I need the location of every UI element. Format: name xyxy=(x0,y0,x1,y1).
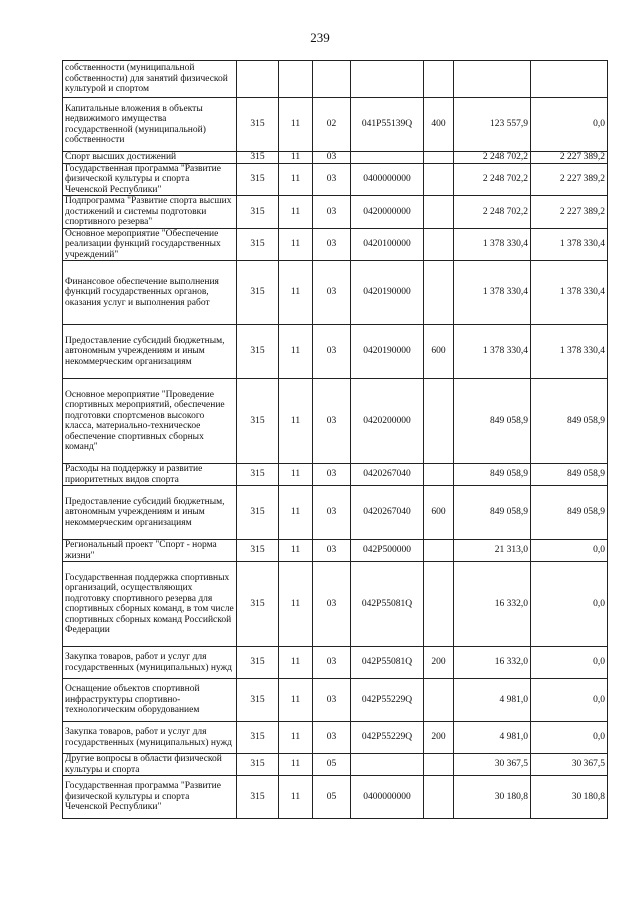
cell-target-article: 042P55081Q xyxy=(351,562,424,647)
cell-target-article: 042P55081Q xyxy=(351,647,424,679)
cell-target-article xyxy=(351,61,424,98)
page-number: 239 xyxy=(310,30,330,45)
cell-grbs: 315 xyxy=(237,379,279,464)
cell-section: 11 xyxy=(279,196,313,229)
cell-amount-year1: 4 981,0 xyxy=(454,679,531,722)
cell-grbs: 315 xyxy=(237,722,279,754)
cell-expense-type xyxy=(424,679,454,722)
cell-section: 11 xyxy=(279,98,313,152)
cell-expense-type: 600 xyxy=(424,325,454,379)
cell-expense-type xyxy=(424,379,454,464)
cell-subsection: 03 xyxy=(313,540,351,562)
cell-amount-year2: 2 227 389,2 xyxy=(531,196,608,229)
table-row xyxy=(63,379,608,464)
cell-amount-year1: 2 248 702,2 xyxy=(454,152,531,164)
table-row xyxy=(63,325,608,379)
cell-expense-type xyxy=(424,261,454,325)
cell-amount-year1: 21 313,0 xyxy=(454,540,531,562)
cell-name: собственности (муниципальной собственности) для занятий физической культурой и спортом xyxy=(63,61,237,98)
cell-subsection xyxy=(313,61,351,98)
cell-section: 11 xyxy=(279,679,313,722)
cell-amount-year1: 30 180,8 xyxy=(454,776,531,819)
cell-grbs: 315 xyxy=(237,776,279,819)
cell-amount-year2: 0,0 xyxy=(531,540,608,562)
cell-grbs: 315 xyxy=(237,261,279,325)
cell-target-article: 042P500000 xyxy=(351,540,424,562)
cell-amount-year1: 16 332,0 xyxy=(454,647,531,679)
cell-target-article: 042P55229Q xyxy=(351,679,424,722)
cell-grbs xyxy=(237,61,279,98)
cell-amount-year1: 849 058,9 xyxy=(454,486,531,540)
cell-grbs: 315 xyxy=(237,163,279,196)
table-row xyxy=(63,647,608,679)
cell-grbs: 315 xyxy=(237,679,279,722)
cell-section: 11 xyxy=(279,163,313,196)
table-row xyxy=(63,679,608,722)
cell-amount-year2: 849 058,9 xyxy=(531,464,608,486)
cell-amount-year1: 123 557,9 xyxy=(454,98,531,152)
cell-section: 11 xyxy=(279,152,313,164)
cell-amount-year2: 1 378 330,4 xyxy=(531,325,608,379)
cell-amount-year1: 849 058,9 xyxy=(454,464,531,486)
cell-expense-type: 600 xyxy=(424,486,454,540)
table-row xyxy=(63,98,608,152)
cell-amount-year1: 849 058,9 xyxy=(454,379,531,464)
cell-grbs: 315 xyxy=(237,754,279,776)
cell-subsection: 03 xyxy=(313,196,351,229)
cell-name: Подпрограмма "Развитие спорта высших достижений и системы подготовки спортивного резерва" xyxy=(63,196,237,229)
cell-target-article xyxy=(351,754,424,776)
cell-grbs: 315 xyxy=(237,486,279,540)
cell-amount-year2: 0,0 xyxy=(531,722,608,754)
cell-target-article: 0420190000 xyxy=(351,261,424,325)
cell-target-article: 0420267040 xyxy=(351,486,424,540)
cell-subsection: 03 xyxy=(313,163,351,196)
cell-amount-year2: 849 058,9 xyxy=(531,379,608,464)
cell-section: 11 xyxy=(279,464,313,486)
cell-target-article: 0420100000 xyxy=(351,228,424,261)
cell-target-article: 0400000000 xyxy=(351,776,424,819)
table-row xyxy=(63,261,608,325)
table-row xyxy=(63,163,608,196)
cell-section: 11 xyxy=(279,486,313,540)
cell-amount-year1: 2 248 702,2 xyxy=(454,196,531,229)
cell-target-article: 042P55229Q xyxy=(351,722,424,754)
cell-subsection: 03 xyxy=(313,486,351,540)
cell-subsection: 02 xyxy=(313,98,351,152)
cell-subsection: 03 xyxy=(313,228,351,261)
cell-name: Основное мероприятие "Проведение спортивных мероприятий, обеспечение подготовки спортсменов высокого класса, материально-техническое обеспечение спортивных сборных команд" xyxy=(63,379,237,464)
cell-name: Основное мероприятие "Обеспечение реализации функций государственных учреждений" xyxy=(63,228,237,261)
cell-target-article: 0420267040 xyxy=(351,464,424,486)
cell-expense-type xyxy=(424,754,454,776)
cell-name: Расходы на поддержку и развитие приоритетных видов спорта xyxy=(63,464,237,486)
cell-name: Государственная поддержка спортивных организаций, осуществляющих подготовку спортивного резерва для спортивных сборных команд, в том числе спортивных сборных команд Российской Федерации xyxy=(63,562,237,647)
cell-name: Предоставление субсидий бюджетным, автономным учреждениям и иным некоммерческим организациям xyxy=(63,325,237,379)
cell-expense-type xyxy=(424,464,454,486)
cell-amount-year2: 30 367,5 xyxy=(531,754,608,776)
table-row xyxy=(63,464,608,486)
budget-table xyxy=(62,60,608,819)
cell-amount-year2 xyxy=(531,61,608,98)
table-row xyxy=(63,776,608,819)
cell-grbs: 315 xyxy=(237,562,279,647)
table-row xyxy=(63,486,608,540)
cell-name: Капитальные вложения в объекты недвижимого имущества государственной (муниципальной) собственности xyxy=(63,98,237,152)
table-row xyxy=(63,754,608,776)
cell-amount-year2: 849 058,9 xyxy=(531,486,608,540)
cell-subsection: 03 xyxy=(313,325,351,379)
cell-expense-type xyxy=(424,562,454,647)
cell-amount-year2: 0,0 xyxy=(531,562,608,647)
table-row xyxy=(63,540,608,562)
cell-name: Закупка товаров, работ и услуг для государственных (муниципальных) нужд xyxy=(63,722,237,754)
cell-subsection: 03 xyxy=(313,379,351,464)
budget-table-body xyxy=(63,61,608,819)
cell-amount-year1: 1 378 330,4 xyxy=(454,228,531,261)
cell-name: Закупка товаров, работ и услуг для государственных (муниципальных) нужд xyxy=(63,647,237,679)
cell-name: Региональный проект "Спорт - норма жизни" xyxy=(63,540,237,562)
table-row xyxy=(63,228,608,261)
cell-grbs: 315 xyxy=(237,325,279,379)
cell-amount-year2: 0,0 xyxy=(531,98,608,152)
cell-grbs: 315 xyxy=(237,98,279,152)
cell-subsection: 05 xyxy=(313,776,351,819)
cell-subsection: 03 xyxy=(313,152,351,164)
table-row xyxy=(63,152,608,164)
cell-name: Спорт высших достижений xyxy=(63,152,237,164)
cell-amount-year2: 0,0 xyxy=(531,679,608,722)
cell-target-article xyxy=(351,152,424,164)
cell-name: Предоставление субсидий бюджетным, автономным учреждениям и иным некоммерческим организациям xyxy=(63,486,237,540)
cell-subsection: 03 xyxy=(313,647,351,679)
cell-section: 11 xyxy=(279,379,313,464)
cell-expense-type xyxy=(424,163,454,196)
cell-amount-year2: 0,0 xyxy=(531,647,608,679)
cell-target-article: 0420000000 xyxy=(351,196,424,229)
cell-name: Оснащение объектов спортивной инфраструктуры спортивно-технологическим оборудованием xyxy=(63,679,237,722)
cell-amount-year2: 2 227 389,2 xyxy=(531,152,608,164)
cell-amount-year1: 1 378 330,4 xyxy=(454,261,531,325)
cell-grbs: 315 xyxy=(237,196,279,229)
cell-amount-year2: 1 378 330,4 xyxy=(531,228,608,261)
cell-grbs: 315 xyxy=(237,647,279,679)
cell-section: 11 xyxy=(279,261,313,325)
cell-subsection: 03 xyxy=(313,261,351,325)
cell-section: 11 xyxy=(279,776,313,819)
table-row xyxy=(63,196,608,229)
cell-subsection: 03 xyxy=(313,722,351,754)
cell-name: Другие вопросы в области физической культуры и спорта xyxy=(63,754,237,776)
cell-target-article: 0420190000 xyxy=(351,325,424,379)
cell-subsection: 05 xyxy=(313,754,351,776)
cell-section: 11 xyxy=(279,540,313,562)
cell-grbs: 315 xyxy=(237,540,279,562)
cell-amount-year2: 30 180,8 xyxy=(531,776,608,819)
cell-name: Государственная программа "Развитие физической культуры и спорта Чеченской Республики" xyxy=(63,776,237,819)
cell-expense-type: 200 xyxy=(424,722,454,754)
cell-expense-type: 400 xyxy=(424,98,454,152)
cell-amount-year2: 2 227 389,2 xyxy=(531,163,608,196)
cell-amount-year2: 1 378 330,4 xyxy=(531,261,608,325)
cell-target-article: 041P55139Q xyxy=(351,98,424,152)
table-row xyxy=(63,722,608,754)
cell-section: 11 xyxy=(279,754,313,776)
cell-grbs: 315 xyxy=(237,464,279,486)
cell-grbs: 315 xyxy=(237,228,279,261)
cell-target-article: 0420200000 xyxy=(351,379,424,464)
cell-expense-type xyxy=(424,776,454,819)
cell-amount-year1: 4 981,0 xyxy=(454,722,531,754)
cell-section: 11 xyxy=(279,722,313,754)
cell-expense-type: 200 xyxy=(424,647,454,679)
table-row xyxy=(63,61,608,98)
cell-name: Государственная программа "Развитие физической культуры и спорта Чеченской Республики" xyxy=(63,163,237,196)
cell-amount-year1: 16 332,0 xyxy=(454,562,531,647)
cell-subsection: 03 xyxy=(313,464,351,486)
cell-section: 11 xyxy=(279,325,313,379)
cell-subsection: 03 xyxy=(313,679,351,722)
table-row xyxy=(63,562,608,647)
cell-grbs: 315 xyxy=(237,152,279,164)
cell-amount-year1 xyxy=(454,61,531,98)
cell-expense-type xyxy=(424,540,454,562)
cell-name: Финансовое обеспечение выполнения функций государственных органов, оказания услуг и выполнения работ xyxy=(63,261,237,325)
cell-amount-year1: 1 378 330,4 xyxy=(454,325,531,379)
cell-section: 11 xyxy=(279,228,313,261)
cell-expense-type xyxy=(424,228,454,261)
cell-section: 11 xyxy=(279,562,313,647)
cell-amount-year1: 2 248 702,2 xyxy=(454,163,531,196)
cell-amount-year1: 30 367,5 xyxy=(454,754,531,776)
cell-section: 11 xyxy=(279,647,313,679)
cell-subsection: 03 xyxy=(313,562,351,647)
cell-expense-type xyxy=(424,196,454,229)
cell-expense-type xyxy=(424,61,454,98)
cell-section xyxy=(279,61,313,98)
cell-target-article: 0400000000 xyxy=(351,163,424,196)
cell-expense-type xyxy=(424,152,454,164)
